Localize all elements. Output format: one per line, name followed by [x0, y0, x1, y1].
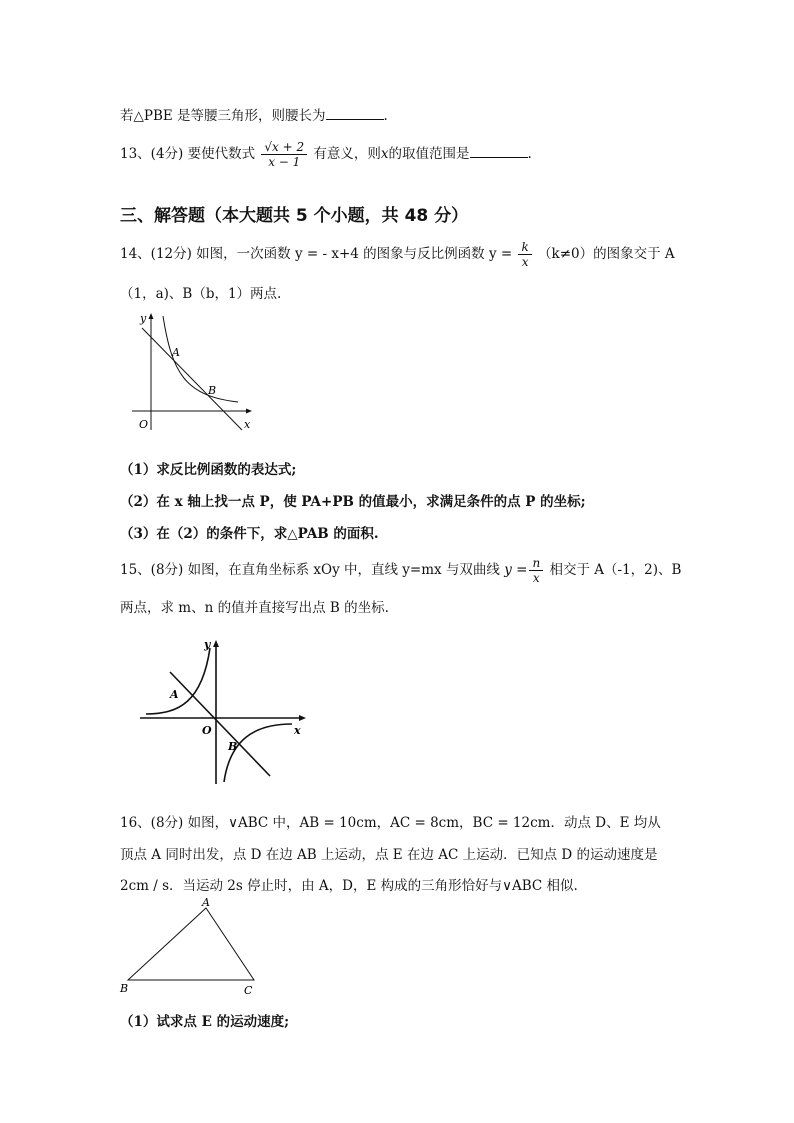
q15-frac-den: x [532, 571, 540, 585]
q13-fraction [261, 140, 307, 169]
q15-line1 [120, 556, 681, 585]
q14-y-arrow [149, 313, 154, 319]
q14-figure [130, 308, 260, 436]
answer-blank [326, 107, 384, 120]
q13-suffix: 的取值范围是 [388, 146, 470, 162]
q15-label-y: y [204, 638, 211, 651]
q15-line2: 两点，求 m、n 的值并直接写出点 B 的坐标. [120, 600, 389, 616]
q15-text-a: 15、(8分) 如图，在直角坐标系 xOy 中，直线 y=mx 与双曲线 [120, 562, 500, 578]
q14-label-y: y [140, 312, 147, 325]
section-3-title: 三、解答题（本大题共 5 个小题，共 48 分） [120, 206, 469, 226]
q15-label-x: x [294, 724, 301, 737]
q14-label-a: A [172, 346, 180, 359]
q14-frac-num: k [518, 240, 531, 255]
q14-text-b: （k≠0）的图象交于 A [538, 246, 675, 262]
q14-label-o: O [139, 418, 149, 431]
q15-frac-lhs: y = [504, 562, 528, 578]
q16-line2: 顶点 A 同时出发，点 D 在边 AB 上运动，点 E 在边 AC 上运动．已知点 D 的运动速度是 [120, 847, 658, 863]
q15-label-o: O [202, 724, 212, 737]
q13-denominator: x − 1 [268, 155, 301, 169]
q14-frac-den: x [521, 255, 529, 269]
q16-figure [118, 896, 268, 996]
q16-label-c: C [244, 984, 253, 997]
q14-label-b: B [208, 384, 217, 397]
q16-line3: 2cm / s．当运动 2s 停止时，由 A，D，E 构成的三角形恰好与∨ABC 相似. [120, 878, 578, 894]
q15-figure [134, 636, 314, 786]
q13-prefix: 13、(4分) 要使代数式 [120, 146, 256, 162]
q13: 13、(4分) 要使代数式 $\frac{√x + 2}{x - 1}$ 有意义，则x的取值范围是 . [120, 140, 532, 169]
q15-y-arrow [213, 640, 219, 647]
q15-frac-num: n [529, 556, 543, 571]
q14-fraction [518, 240, 531, 269]
q12-tail: 若△PBE 是等腰三角形，则腰长为 . [120, 108, 388, 124]
q14-linear-function [142, 328, 242, 430]
q14-x-arrow [246, 409, 252, 414]
q14-inverse-function [163, 316, 238, 402]
q15-label-a: A [170, 688, 179, 701]
q16-label-a: A [202, 896, 210, 909]
q14-line2: （1，a)、B（b，1）两点. [120, 286, 282, 302]
q15-label-b: B [228, 740, 238, 753]
q14-sub2: （2）在 x 轴上找一点 P，使 PA+PB 的值最小，求满足条件的点 P 的坐标; [120, 494, 586, 510]
q13-middle: 有意义，则 [313, 146, 381, 162]
q16-label-b: B [120, 982, 129, 995]
q13-var: x [380, 146, 389, 162]
q16-line1: 16、(8分) 如图，∨ABC 中，AB = 10cm，AC = 8cm，BC = 12cm．动点 D、E 均从 [120, 815, 661, 831]
q14-line1 [120, 240, 675, 269]
q14-sub1: （1）求反比例函数的表达式; [120, 462, 297, 478]
q16-sub1: （1）试求点 E 的运动速度; [120, 1014, 290, 1030]
q14-text-a: 14、(12分) 如图，一次函数 y = - x+4 的图象与反比例函数 y = [120, 246, 513, 262]
q12-tail-text: 若△PBE 是等腰三角形，则腰长为 [120, 108, 326, 124]
q16-triangle-abc [128, 908, 254, 980]
q13-numerator: √x + 2 [261, 140, 307, 155]
q15-line-y-mx [170, 672, 270, 776]
q14-label-x: x [244, 418, 251, 431]
q14-sub3: （3）在（2）的条件下，求△PAB 的面积. [120, 526, 379, 542]
answer-blank [470, 145, 528, 158]
q15-hyperbola-branch-4 [224, 724, 292, 782]
q15-x-arrow [299, 715, 306, 721]
q15-text-b: 相交于 A（-1，2)、B [549, 562, 682, 578]
q15-fraction [529, 556, 543, 585]
